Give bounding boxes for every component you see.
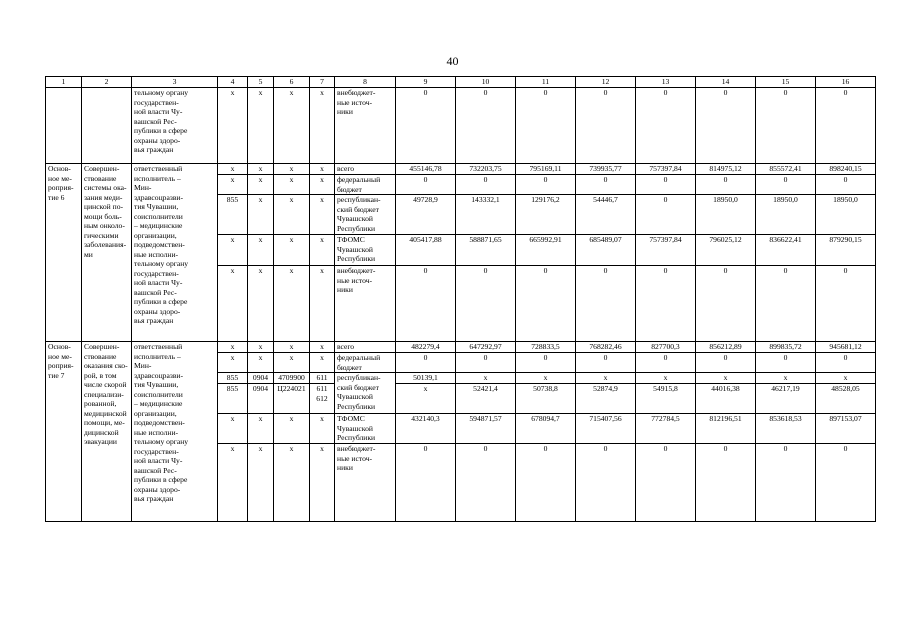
value-cell: x [516,373,576,384]
value-cell: 757397,84 [636,164,696,175]
target-cell: x [274,175,310,195]
value-cell: x [456,373,516,384]
value-cell: 0 [456,175,516,195]
table-row [46,88,876,164]
value-cell: 0 [456,353,516,373]
value-cell: 0 [816,353,876,373]
event-title-cell: Совершен- ствование оказания ско- рой, в том числе скорой специализи- рованной, медицинской помощи, ме- дицинской эвакуации [82,342,132,522]
value-cell: 0 [696,266,756,342]
value-cell: 899835,72 [756,342,816,353]
value-cell: 853618,53 [756,414,816,444]
grbs-cell: 855 [218,195,248,235]
target-cell: x [274,266,310,342]
expense-type-cell: x [310,266,335,342]
section-cell: x [248,235,274,266]
grbs-cell: x [218,342,248,353]
value-cell: 0 [516,266,576,342]
value-cell: 52421,4 [456,384,516,414]
budget-table [45,76,876,522]
section-cell: 0904 [248,384,274,414]
value-cell: x [816,373,876,384]
value-cell: 715407,56 [576,414,636,444]
grbs-cell: 855 [218,384,248,414]
value-cell: 0 [396,353,456,373]
grbs-cell: x [218,164,248,175]
event-label-cell: Основ- ное ме- роприя- тие 6 [46,164,82,342]
executor-cell: ответственный исполнитель – Мин- здравсоцразви- тия Чувашии, соисполнители – медицинские организации, подведомствен- ные исполни- тельному органу государствен- ной власти Чу- вашской Рес- публики в сфере охраны здоро- вья граждан [132,164,218,342]
col-number: 7 [310,77,335,88]
value-cell: 0 [576,353,636,373]
value-cell: 0 [396,444,456,522]
grbs-cell: x [218,235,248,266]
value-cell: 0 [756,266,816,342]
value-cell: 0 [816,266,876,342]
value-cell: 129176,2 [516,195,576,235]
source-cell: федеральный бюджет [335,175,396,195]
expense-type-cell: x [310,414,335,444]
value-cell: 52874,9 [576,384,636,414]
source-cell: всего [335,342,396,353]
section-cell: x [248,414,274,444]
value-cell: 0 [756,175,816,195]
value-cell: 728833,5 [516,342,576,353]
value-cell: 0 [396,266,456,342]
value-cell: 812196,51 [696,414,756,444]
value-cell: 0 [636,195,696,235]
section-cell: x [248,444,274,522]
value-cell: 143332,1 [456,195,516,235]
value-cell: 0 [636,175,696,195]
value-cell: 0 [516,175,576,195]
value-cell: 772784,5 [636,414,696,444]
value-cell: 432140,3 [396,414,456,444]
value-cell: 796025,12 [696,235,756,266]
target-cell: x [274,342,310,353]
value-cell: 898240,15 [816,164,876,175]
table-row [46,164,876,175]
event-title-cell [82,88,132,164]
value-cell: 50738,8 [516,384,576,414]
col-number: 1 [46,77,82,88]
section-cell: x [248,266,274,342]
value-cell: 855572,41 [756,164,816,175]
source-cell: внебюджет- ные источ- ники [335,88,396,164]
value-cell: 685489,07 [576,235,636,266]
target-cell: x [274,164,310,175]
value-cell: 856212,89 [696,342,756,353]
page-number: 40 [446,54,459,68]
executor-cell: тельному органу государствен- ной власти Чу- вашской Рес- публики в сфере охраны здоро- вья граждан [132,88,218,164]
table-row [46,342,876,353]
value-cell: 18950,0 [696,195,756,235]
value-cell: 0 [576,88,636,164]
value-cell: 665992,91 [516,235,576,266]
event-title-cell: Совершен- ствование системы ока- зания меди- цинской по- мощи боль- ным онколо- гическими заболевания- ми [82,164,132,342]
value-cell: x [576,373,636,384]
value-cell: 49728,9 [396,195,456,235]
col-number: 9 [396,77,456,88]
col-number: 15 [756,77,816,88]
event-label-cell: Основ- ное ме- роприя- тие 7 [46,342,82,522]
section-cell: x [248,195,274,235]
col-number: 8 [335,77,396,88]
target-cell: Ц224021 [274,384,310,414]
value-cell: 945681,12 [816,342,876,353]
value-cell: 678094,7 [516,414,576,444]
expense-type-cell: x [310,164,335,175]
value-cell: 18950,0 [756,195,816,235]
value-cell: x [396,384,456,414]
section-cell: x [248,353,274,373]
grbs-cell: x [218,444,248,522]
col-number: 13 [636,77,696,88]
value-cell: 739935,77 [576,164,636,175]
value-cell: 50139,1 [396,373,456,384]
value-cell: 0 [636,88,696,164]
col-number: 14 [696,77,756,88]
value-cell: 54446,7 [576,195,636,235]
source-cell: республикан- ский бюджет Чувашской Республики [335,373,396,414]
executor-cell: ответственный исполнитель – Мин- здравсоцразви- тия Чувашии, соисполнители – медицинские организации, подведомствен- ные исполни- тельному органу государствен- ной власти Чу- вашской Рес- публики в сфере охраны здоро- вья граждан [132,342,218,522]
grbs-cell: x [218,175,248,195]
grbs-cell: 855 [218,373,248,384]
value-cell: 0 [696,444,756,522]
grbs-cell: x [218,266,248,342]
value-cell: 836622,41 [756,235,816,266]
value-cell: 455146,78 [396,164,456,175]
value-cell: 0 [636,444,696,522]
value-cell: 0 [756,353,816,373]
value-cell: x [756,373,816,384]
target-cell: 4709900 [274,373,310,384]
expense-type-cell: x [310,195,335,235]
col-number: 6 [274,77,310,88]
value-cell: x [636,373,696,384]
col-number: 5 [248,77,274,88]
col-number: 10 [456,77,516,88]
expense-type-cell: x [310,88,335,164]
value-cell: 732203,75 [456,164,516,175]
value-cell: 48528,05 [816,384,876,414]
value-cell: 0 [456,88,516,164]
source-cell: республикан- ский бюджет Чувашской Республики [335,195,396,235]
value-cell: 0 [456,444,516,522]
expense-type-cell: 611 612 [310,384,335,414]
value-cell: 0 [516,353,576,373]
value-cell: 0 [636,266,696,342]
value-cell: 0 [816,175,876,195]
expense-type-cell: x [310,235,335,266]
value-cell: 0 [696,353,756,373]
event-label-cell [46,88,82,164]
value-cell: 0 [756,444,816,522]
value-cell: 44016,38 [696,384,756,414]
source-cell: внебюджет- ные источ- ники [335,444,396,522]
col-number: 12 [576,77,636,88]
grbs-cell: x [218,414,248,444]
source-cell: всего [335,164,396,175]
value-cell: 0 [756,88,816,164]
expense-type-cell: x [310,342,335,353]
source-cell: ТФОМС Чувашской Республики [335,235,396,266]
expense-type-cell: x [310,175,335,195]
target-cell: x [274,353,310,373]
value-cell: 0 [576,266,636,342]
target-cell: x [274,235,310,266]
value-cell: 879290,15 [816,235,876,266]
expense-type-cell: 611 [310,373,335,384]
target-cell: x [274,195,310,235]
value-cell: 0 [396,88,456,164]
col-number: 11 [516,77,576,88]
value-cell: 795169,11 [516,164,576,175]
section-cell: x [248,164,274,175]
value-cell: 0 [636,353,696,373]
col-number: 4 [218,77,248,88]
col-number: 2 [82,77,132,88]
value-cell: 0 [516,444,576,522]
value-cell: 54915,8 [636,384,696,414]
value-cell: 0 [696,175,756,195]
value-cell: 0 [396,175,456,195]
col-number: 3 [132,77,218,88]
section-cell: x [248,88,274,164]
source-cell: внебюджет- ные источ- ники [335,266,396,342]
target-cell: x [274,88,310,164]
value-cell: 814975,12 [696,164,756,175]
value-cell: 18950,0 [816,195,876,235]
value-cell: 405417,88 [396,235,456,266]
target-cell: x [274,444,310,522]
value-cell: 827700,3 [636,342,696,353]
value-cell: 0 [516,88,576,164]
grbs-cell: x [218,88,248,164]
section-cell: x [248,175,274,195]
value-cell: 588871,65 [456,235,516,266]
source-cell: ТФОМС Чувашской Республики [335,414,396,444]
value-cell: 46217,19 [756,384,816,414]
value-cell: 0 [816,444,876,522]
column-number-row [46,77,876,88]
expense-type-cell: x [310,353,335,373]
section-cell: x [248,342,274,353]
grbs-cell: x [218,353,248,373]
col-number: 16 [816,77,876,88]
value-cell: x [696,373,756,384]
value-cell: 0 [456,266,516,342]
value-cell: 0 [816,88,876,164]
section-cell: 0904 [248,373,274,384]
value-cell: 768282,46 [576,342,636,353]
value-cell: 0 [696,88,756,164]
expense-type-cell: x [310,444,335,522]
target-cell: x [274,414,310,444]
value-cell: 757397,84 [636,235,696,266]
value-cell: 0 [576,444,636,522]
value-cell: 897153,07 [816,414,876,444]
value-cell: 594871,57 [456,414,516,444]
value-cell: 0 [576,175,636,195]
source-cell: федеральный бюджет [335,353,396,373]
value-cell: 647292,97 [456,342,516,353]
value-cell: 482279,4 [396,342,456,353]
